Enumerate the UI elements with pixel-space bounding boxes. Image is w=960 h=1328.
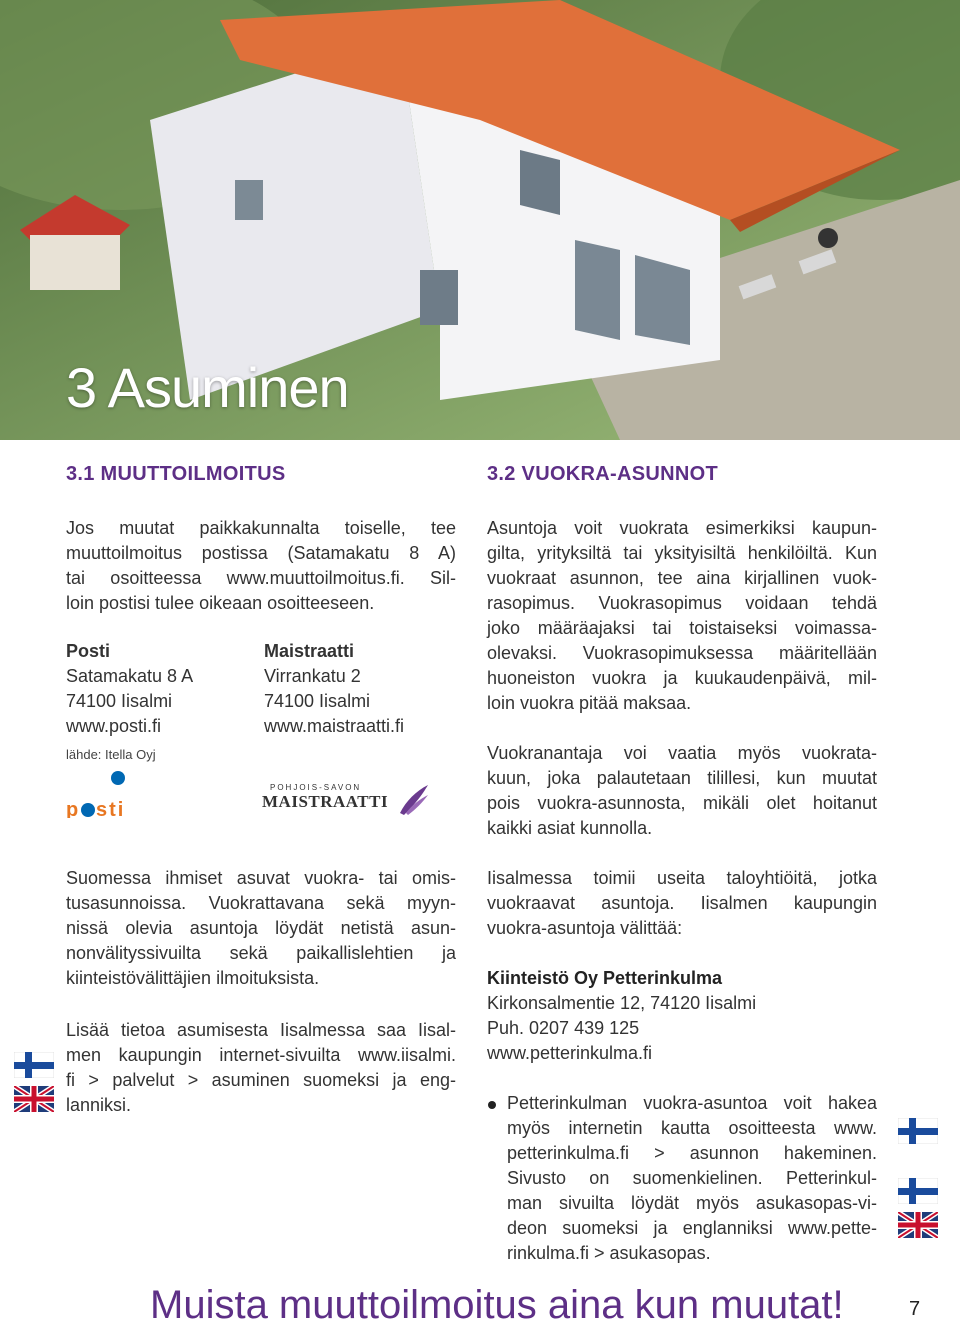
text-line: deon suomeksi ja englanniksi www.pette- xyxy=(507,1218,877,1238)
text-line: fi > palvelut > asuminen suomeksi ja eng- xyxy=(66,1070,456,1090)
bullet-dot xyxy=(488,1101,496,1109)
text-line: huoneiston vuokra ja kuukaudenpäivä, mil- xyxy=(487,668,877,688)
maistraatti-address-block xyxy=(264,639,404,739)
text-line: man sivuilta löydät myös asukasopas-vi- xyxy=(507,1193,877,1213)
text-line: myös internetin kautta osoitteesta www. xyxy=(507,1118,877,1138)
posti-address-block xyxy=(66,639,193,767)
text-line: muuttoilmoitus postissa (Satamakatu 8 A) xyxy=(66,543,456,563)
rental-paragraph xyxy=(487,516,877,716)
text-line: lanniksi. xyxy=(66,1095,132,1115)
posti-logo-graphic xyxy=(66,768,146,818)
page-number: 7 xyxy=(909,1298,921,1320)
text-line: pois vuokra-asunnosta, mikäli olet hoitanut xyxy=(487,793,877,813)
text-line: Suomessa ihmiset asuvat vuokra- tai omis- xyxy=(66,868,456,888)
finnish-flag-icon xyxy=(898,1118,938,1144)
text-line: men kaupungin internet-sivuilta www.iisalmi. xyxy=(66,1045,456,1065)
maistraatti-logo-top: POHJOIS-SAVON xyxy=(270,783,362,792)
posti-city: 74100 Iisalmi xyxy=(66,691,173,711)
posti-street: Satamakatu 8 A xyxy=(66,666,194,686)
uk-flag-icon xyxy=(14,1086,54,1112)
maistraatti-logo-main: MAISTRAATTI xyxy=(262,792,389,811)
text-line: petterinkulma.fi > asunnon hakeminen. xyxy=(507,1143,877,1163)
finnish-flag-icon xyxy=(14,1052,54,1078)
housing-paragraph xyxy=(66,866,456,991)
text-line: vuokraat asunnon, tee aina kirjallinen vuok- xyxy=(487,568,877,588)
text-line: Sivusto on suomenkielinen. Petterinkul- xyxy=(507,1168,877,1188)
text-line: kuun, joka palautetaan tilillesi, kun muutat xyxy=(487,768,877,788)
housing-companies-paragraph xyxy=(487,866,877,941)
text-line: vuokra-asuntoja välittää: xyxy=(487,918,683,938)
maistraatti-street: Virrankatu 2 xyxy=(264,666,361,686)
wing-icon xyxy=(396,783,430,817)
text-line: Jos muutat paikkakunnalta toiselle, tee xyxy=(66,518,456,538)
company-address: Kirkonsalmentie 12, 74120 Iisalmi xyxy=(487,993,757,1013)
text-line: joko määräajaksi tai toistaiseksi voimassa- xyxy=(487,618,877,638)
finnish-flag-icon xyxy=(898,1178,938,1204)
maistraatti-web[interactable]: www.maistraatti.fi xyxy=(264,716,405,736)
text-line: nissä olevia asuntoja löydät netistä asun- xyxy=(66,918,456,938)
company-contact-block xyxy=(487,966,756,1066)
text-line: Lisää tietoa asumisesta Iisalmessa saa Iisal- xyxy=(66,1020,456,1040)
posti-name: Posti xyxy=(66,641,111,661)
text-line: Iisalmessa toimii useita taloyhtiöitä, jotka xyxy=(487,868,877,888)
company-phone: Puh. 0207 439 125 xyxy=(487,1018,640,1038)
intro-paragraph xyxy=(66,516,456,616)
bullet-paragraph xyxy=(507,1091,877,1266)
posti-source: lähde: Itella Oyj xyxy=(66,747,156,762)
section-heading-muuttoilmoitus: 3.1 MUUTTOILMOITUS xyxy=(66,463,286,485)
text-line: Petterinkulman vuokra-asuntoa voit hakea xyxy=(507,1093,877,1113)
deposit-paragraph xyxy=(487,741,877,841)
text-line: loin vuokra pitää maksaa. xyxy=(487,693,692,713)
svg-text:p: p xyxy=(66,799,79,818)
company-name: Kiinteistö Oy Petterinkulma xyxy=(487,968,723,988)
uk-flag-icon xyxy=(898,1212,938,1238)
text-line: kiinteistövälittäjien ilmoituksista. xyxy=(66,968,320,988)
text-line: tai osoitteessa www.muuttoilmoitus.fi. Sil- xyxy=(66,568,456,588)
company-web[interactable]: www.petterinkulma.fi xyxy=(487,1043,653,1063)
text-line: rasopimus. Vuokrasopimus voidaan tehdä xyxy=(487,593,877,613)
more-info-paragraph xyxy=(66,1018,456,1118)
text-line: vuokraavat asuntoja. Iisalmen kaupungin xyxy=(487,893,877,913)
chapter-title: 3 Asuminen xyxy=(66,356,349,419)
svg-text:sti: sti xyxy=(96,799,126,818)
text-line: tusasunnoissa. Vuokrattavana sekä myyn- xyxy=(66,893,456,913)
text-line: rinkulma.fi > asukasopas. xyxy=(507,1243,711,1263)
posti-logo xyxy=(66,768,146,818)
section-heading-vuokra-asunnot: 3.2 VUOKRA-ASUNNOT xyxy=(487,463,718,485)
maistraatti-name: Maistraatti xyxy=(264,641,355,661)
text-line: loin postisi tulee oikeaan osoitteeseen. xyxy=(66,593,375,613)
footer-slogan: Muista muuttoilmoitus aina kun muutat! xyxy=(150,1283,844,1327)
text-line: kaikki asiat kunnolla. xyxy=(487,818,653,838)
maistraatti-city: 74100 Iisalmi xyxy=(264,691,371,711)
maistraatti-logo xyxy=(262,783,432,823)
text-line: olevaksi. Vuokrasopimuksessa määritellään xyxy=(487,643,877,663)
text-line: gilta, yrityksiltä tai yksityisiltä henkilöiltä. Kun xyxy=(487,543,877,563)
text-line: Asuntoja voit vuokrata esimerkiksi kaupun- xyxy=(487,518,877,538)
posti-web[interactable]: www.posti.fi xyxy=(66,716,162,736)
text-line: Vuokranantaja voi vaatia myös vuokrata- xyxy=(487,743,877,763)
text-line: nonvälityssivuilta sekä paikallislehtien ja xyxy=(66,943,456,963)
